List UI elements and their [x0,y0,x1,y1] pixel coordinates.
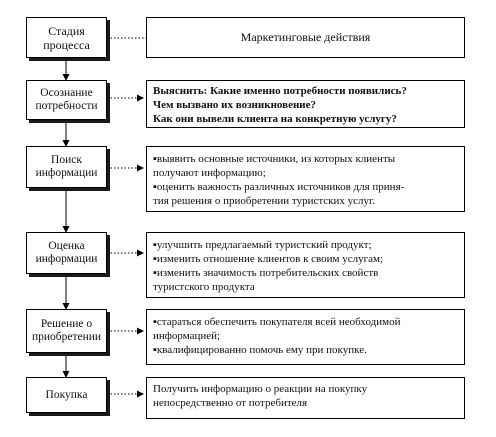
action-line: Чем вызвано их возникновение? [153,99,317,111]
action-line: ▪оценить важность различных источников для приня- [153,181,405,193]
stage-label-line1: Поиск [51,154,82,166]
actions-header-box [146,17,465,58]
action-line: ▪квалифицированно помочь ему при покупке. [153,344,367,356]
action-line: Как они вывели клиента на конкретную услугу? [153,113,397,125]
action-line: ▪улучшить предлагаемый туристский продукт; [153,239,372,251]
stage-header-box [26,17,107,58]
action-line: Получить информацию о реакции на покупку [153,383,368,395]
action-line: ▪изменить значимость потребительских свойств [153,267,379,279]
action-box-information-search [146,146,465,212]
stage-label-line2: информации [35,253,98,265]
stage-label-line2: информации [35,167,98,179]
stage-label-line1: Оценка [48,240,85,252]
stage-box-need-awareness [26,80,107,120]
stage-label-line1: Покупка [45,388,88,401]
stage-box-information-search [26,146,107,188]
action-box-information-evaluation [146,232,465,298]
stage-label-line1: Решение о [40,318,93,330]
actions-header-title: Маркетинговые действия [240,30,371,44]
stage-header-line2: процесса [43,37,90,52]
action-line: ▪стараться обеспечить покупателя всей необходимой [153,316,401,328]
action-line: тия решения о приобретении туристских услуг. [153,195,376,207]
stage-box-purchase [26,377,107,413]
action-box-need-awareness [146,80,465,128]
action-line: ▪изменить отношение клиентов к своим услугам; [153,253,384,265]
action-box-purchase-decision [146,309,465,365]
action-line: ▪выявить основные источники, из которых клиенты [153,153,396,165]
action-box-purchase [146,377,465,419]
action-line: Выяснить: Какие именно потребности появились? [153,85,407,97]
stage-header-line1: Стадия [48,23,85,38]
stage-box-purchase-decision [26,309,107,353]
stage-box-information-evaluation [26,232,107,274]
action-line: получают информацию; [153,167,266,179]
action-line: непосредственно от потребителя [153,397,308,409]
stage-label-line2: приобретении [31,331,102,343]
stage-label-line2: потребности [35,100,98,112]
action-line: туристского продукта [153,281,255,293]
stage-label-line1: Осознание [40,87,93,99]
action-line: информацией; [153,330,221,342]
